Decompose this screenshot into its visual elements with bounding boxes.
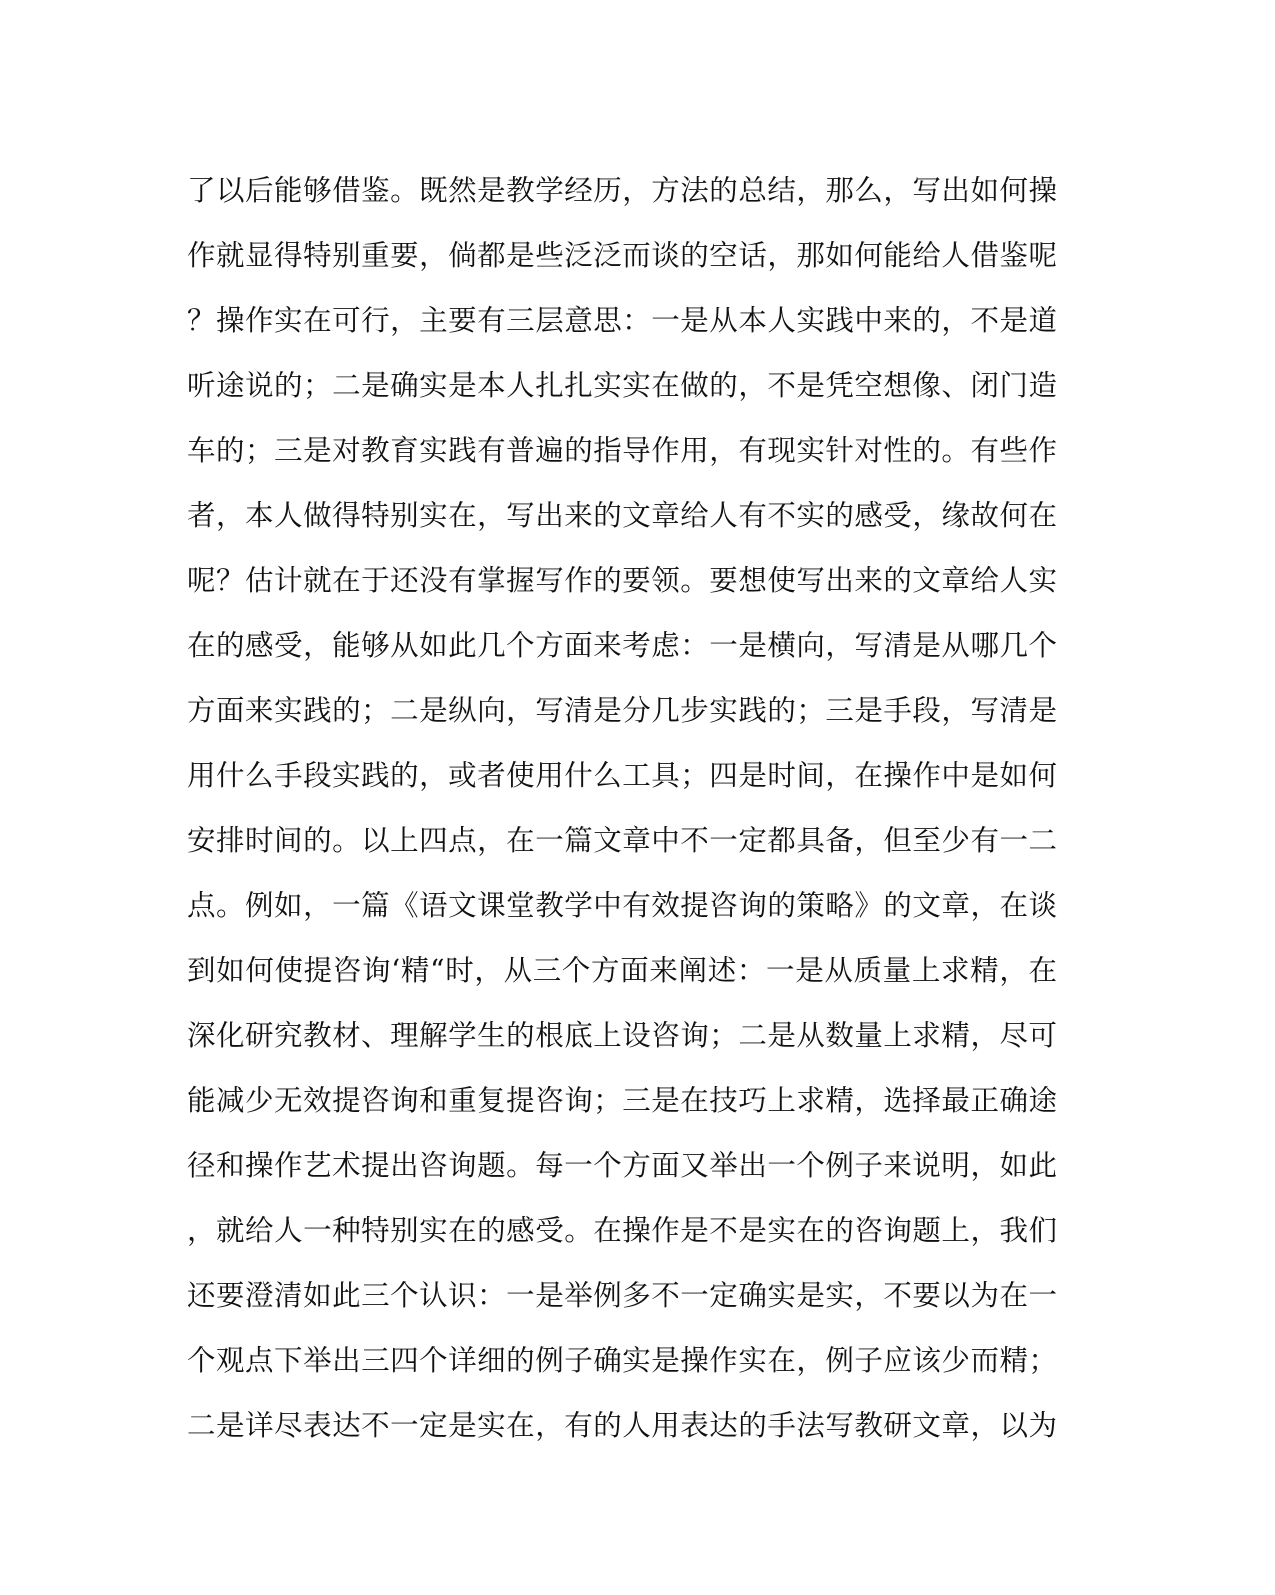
text-line: 作就显得特别重要，倘都是些泛泛而谈的空话，那如何能给人借鉴呢 bbox=[187, 239, 1057, 272]
text-line: 到如何使提咨询‘精“时，从三个方面来阐述：一是从质量上求精，在 bbox=[187, 954, 1057, 987]
text-line: 者，本人做得特别实在，写出来的文章给人有不实的感受，缘故何在 bbox=[187, 499, 1057, 532]
text-line: 车的；三是对教育实践有普遍的指导作用，有现实针对性的。有些作 bbox=[187, 434, 1057, 467]
text-line: 用什么手段实践的，或者使用什么工具；四是时间，在操作中是如何 bbox=[187, 759, 1057, 792]
text-line: ？操作实在可行，主要有三层意思：一是从本人实践中来的，不是道 bbox=[187, 304, 1057, 337]
text-line: 还要澄清如此三个认识：一是举例多不一定确实是实，不要以为在一 bbox=[187, 1279, 1057, 1312]
text-line: 二是详尽表达不一定是实在，有的人用表达的手法写教研文章，以为 bbox=[187, 1409, 1057, 1442]
text-line: 个观点下举出三四个详细的例子确实是操作实在，例子应该少而精； bbox=[187, 1344, 1057, 1377]
text-line: ，就给人一种特别实在的感受。在操作是不是实在的咨询题上，我们 bbox=[187, 1214, 1057, 1247]
text-line: 深化研究教材、理解学生的根底上设咨询；二是从数量上求精，尽可 bbox=[187, 1019, 1057, 1052]
text-line: 听途说的；二是确实是本人扎扎实实在做的，不是凭空想像、闭门造 bbox=[187, 369, 1057, 402]
text-line: 方面来实践的；二是纵向，写清是分几步实践的；三是手段，写清是 bbox=[187, 694, 1057, 727]
text-line: 呢？估计就在于还没有掌握写作的要领。要想使写出来的文章给人实 bbox=[187, 564, 1057, 597]
body-text bbox=[187, 158, 1057, 1458]
text-line: 能减少无效提咨询和重复提咨询；三是在技巧上求精，选择最正确途 bbox=[187, 1084, 1057, 1117]
text-line: 点。例如，一篇《语文课堂教学中有效提咨询的策略》的文章，在谈 bbox=[187, 889, 1057, 922]
text-line: 径和操作艺术提出咨询题。每一个方面又举出一个例子来说明，如此 bbox=[187, 1149, 1057, 1182]
text-line: 在的感受，能够从如此几个方面来考虑：一是横向，写清是从哪几个 bbox=[187, 629, 1057, 662]
text-line: 安排时间的。以上四点，在一篇文章中不一定都具备，但至少有一二 bbox=[187, 824, 1057, 857]
text-line: 了以后能够借鉴。既然是教学经历，方法的总结，那么，写出如何操 bbox=[187, 174, 1057, 207]
